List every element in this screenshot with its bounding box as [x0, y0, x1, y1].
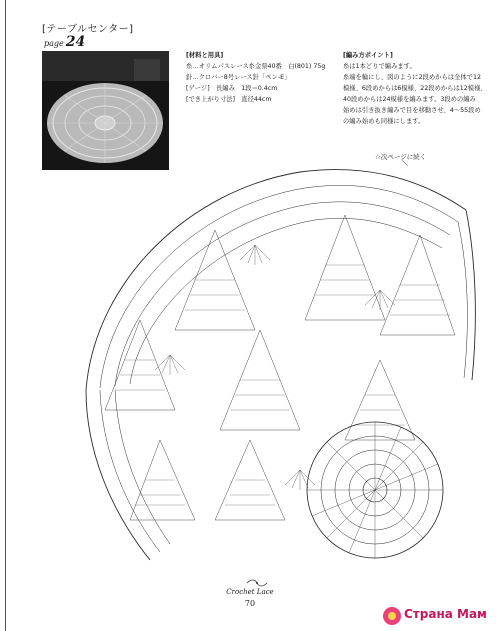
footer-page-number: 70	[244, 599, 256, 608]
tips-line: 40段めからは24模様を編みます。3段めの編み	[343, 96, 476, 103]
page-prefix: page	[44, 39, 64, 48]
tips-line: 模様、6段めからは6模様、22段めからは12模様、	[343, 85, 487, 92]
continued-arrow	[402, 160, 408, 166]
gauge-line: [ゲージ] 長編み 1段＝0.4cm	[186, 85, 278, 92]
materials-line: 針…クロバー8号レース針「ペン-E」	[186, 74, 291, 81]
watermark-text: Страна Мам	[404, 607, 487, 621]
tips-line: 糸は1本どりで編みます。	[343, 63, 416, 70]
footer-ornament	[246, 579, 268, 587]
continued-note: ☆次ページに続く	[375, 153, 427, 161]
page-title: [テーブルセンター]	[42, 24, 134, 35]
size-line: [でき上がり寸法] 直径44cm	[186, 96, 272, 103]
diagram-outer-edge	[86, 170, 466, 390]
materials-heading: [材料と用具]	[186, 52, 224, 59]
materials-line: 糸…オリムパスレース糸金票40番 白(801) 75g	[186, 63, 326, 70]
tips-heading: [編み方ポイント]	[343, 52, 393, 59]
center-motif	[307, 422, 443, 558]
page-number-label: 24	[65, 34, 86, 50]
diagram-right-edge	[466, 210, 475, 380]
tips-line: 糸端を輪にし、図のように2段めからは全体で12	[343, 74, 481, 81]
tips-line: の編み始めも同様にします。	[343, 118, 425, 125]
tips-line: 始めは引き抜き編みで目を移動させ、4～55段め	[343, 107, 481, 114]
footer-label: Crochet Lace	[226, 588, 274, 596]
